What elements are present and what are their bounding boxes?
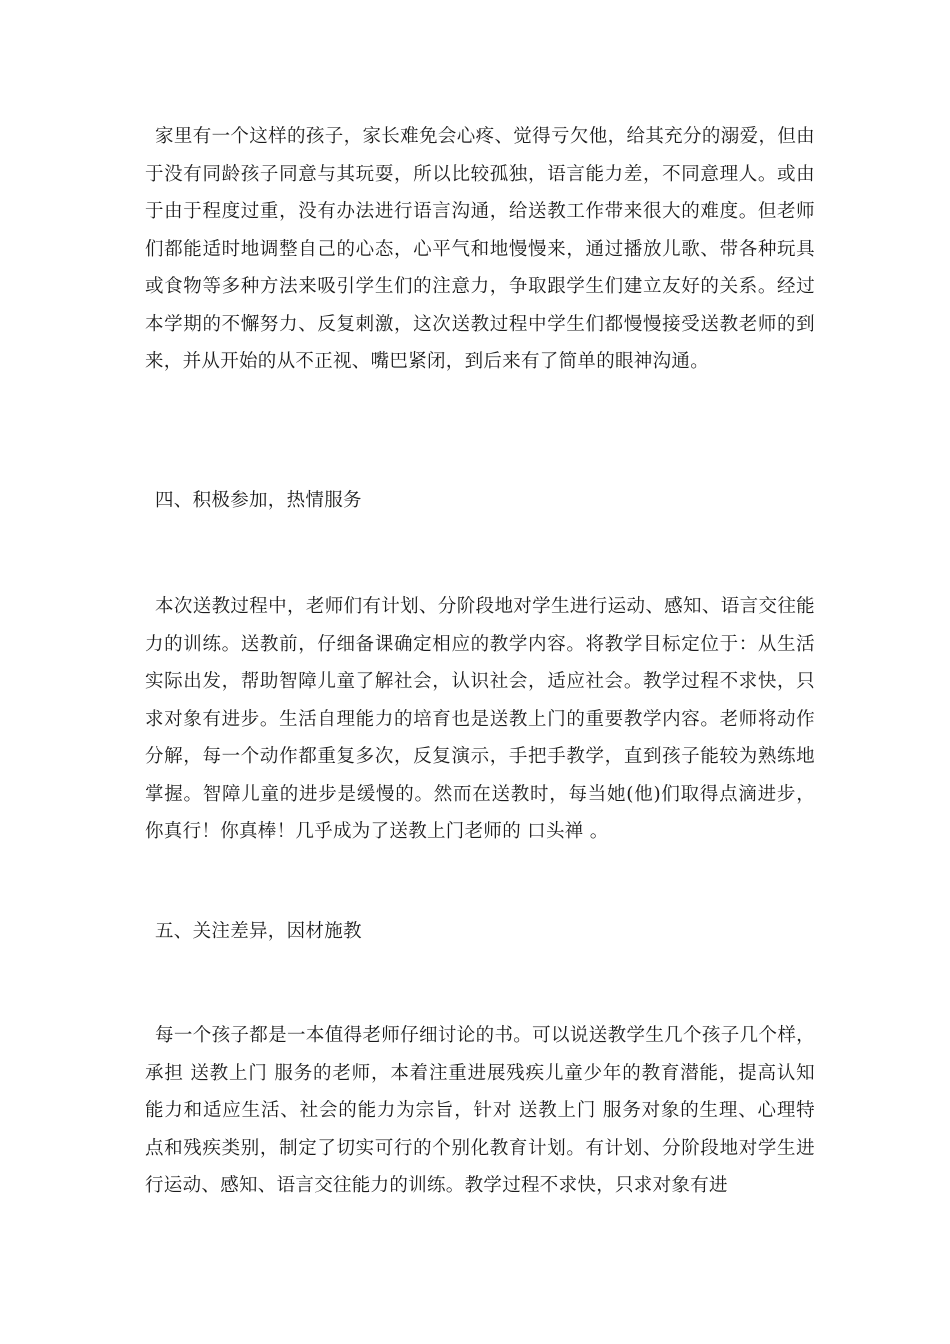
paragraph-training-process: 本次送教过程中，老师们有计划、分阶段地对学生进行运动、感知、语言交往能力的训练。送教前，仔细备课确定相应的教学内容。将教学目标定位于：从生活实际出发，帮助智障儿童了解社会，认识社会，适应社会。教学过程不求快，只求对象有进步。生活自理能力的培育也是送教上门的重要教学内容。老师将动作分解，每一个动作都重复多次，反复演示，手把手教学，直到孩子能较为熟练地掌握。智障儿童的进步是缓慢的。然而在送教时，每当她(他)们取得点滴进步， 你真行！你真棒！几乎成为了送教上门老师的 口头禅 。 xyxy=(145,596,815,842)
paragraph-family-situation: 家里有一个这样的孩子，家长难免会心疼、觉得亏欠他，给其充分的溺爱，但由于没有同龄孩子同意与其玩耍，所以比较孤独，语言能力差，不同意理人。或由于由于程度过重，没有办法进行语言沟通，给送教工作带来很大的难度。但老师们都能适时地调整自己的心态，心平气和地慢慢来，通过播放儿歌、带各种玩具或食物等多种方法来吸引学生们的注意力，争取跟学生们建立友好的关系。经过本学期的不懈努力、反复刺激，这次送教过程中学生们都慢慢接受送教老师的到来，并从开始的从不正视、嘴巴紧闭，到后来有了简单的眼神沟通。 xyxy=(145,126,815,372)
section-heading-four: 四、积极参加，热情服务 xyxy=(155,490,362,511)
section-heading-five: 五、关注差异，因材施教 xyxy=(155,921,362,942)
paragraph-individualized-plan: 每一个孩子都是一本值得老师仔细讨论的书。可以说送教学生几个孩子几个样，承担 送教上门 服务的老师，本着注重进展残疾儿童少年的教育潜能，提高认知能力和适应生活、社会的能力为宗旨，针对 送教上门 服务对象的生理、心理特点和残疾类别，制定了切实可行的个别化教育计划。有计划、分阶段地对学生进行运动、感知、语言交往能力的训练。教学过程不求快，只求对象有进 xyxy=(145,1025,815,1196)
